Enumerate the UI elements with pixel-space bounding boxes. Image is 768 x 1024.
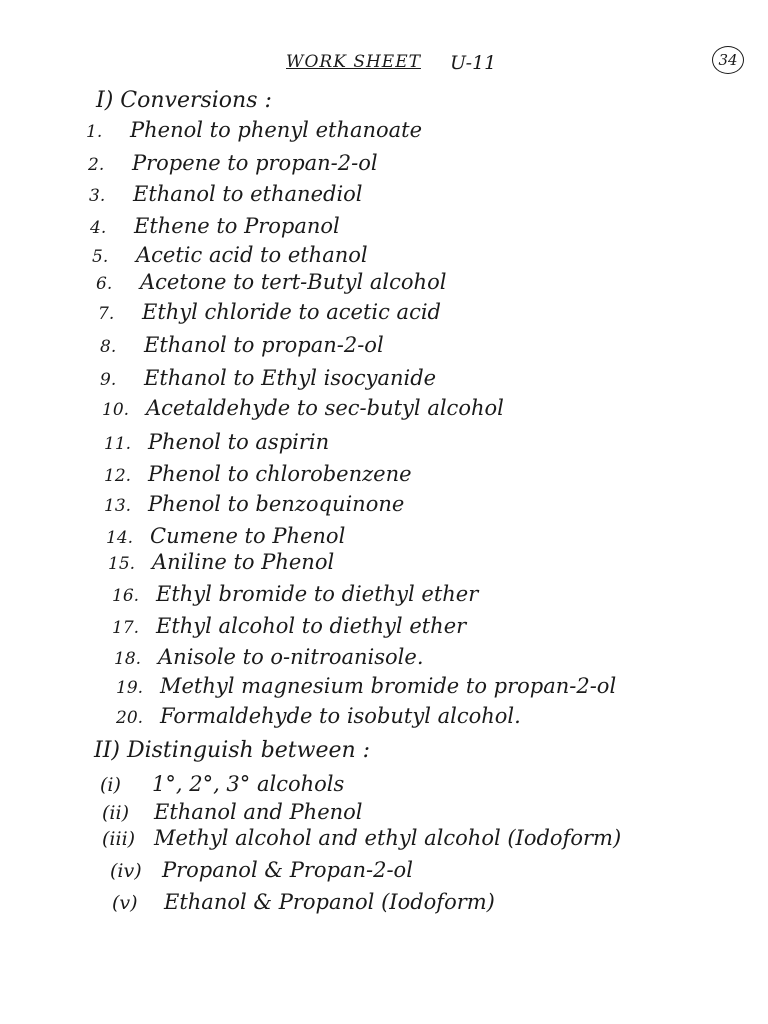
unit-label: U-11 — [450, 52, 497, 74]
page-number: 34 — [718, 51, 738, 69]
list-item: (iv) Propanol & Propan-2-ol — [110, 858, 413, 882]
list-item: 16. Ethyl bromide to diethyl ether — [112, 582, 479, 606]
list-item: 8. Ethanol to propan-2-ol — [100, 333, 384, 357]
list-item: (v) Ethanol & Propanol (Iodoform) — [112, 890, 495, 914]
list-item: 9. Ethanol to Ethyl isocyanide — [100, 366, 437, 390]
list-item: 12. Phenol to chlorobenzene — [104, 462, 412, 486]
worksheet-header — [0, 52, 768, 86]
list-item: 17. Ethyl alcohol to diethyl ether — [112, 614, 467, 638]
distinguish-heading: II) Distinguish between : — [94, 738, 371, 763]
list-item: 20. Formaldehyde to isobutyl alcohol. — [116, 704, 521, 728]
list-item: 14. Cumene to Phenol — [106, 524, 346, 548]
conversions-heading: I) Conversions : — [96, 88, 272, 113]
list-item: (ii) Ethanol and Phenol — [102, 800, 363, 824]
list-item: 19. Methyl magnesium bromide to propan-2-ol — [116, 674, 617, 698]
list-item: 3. Ethanol to ethanediol — [89, 182, 363, 206]
list-item: 7. Ethyl chloride to acetic acid — [98, 300, 441, 324]
list-item: 1. Phenol to phenyl ethanoate — [86, 118, 423, 142]
list-item: 11. Phenol to aspirin — [104, 430, 330, 454]
list-item: 15. Aniline to Phenol — [108, 550, 335, 574]
list-item: 2. Propene to propan-2-ol — [88, 151, 378, 175]
worksheet-title: WORK SHEET — [286, 52, 421, 72]
page-number-circle — [712, 46, 744, 74]
list-item: (iii) Methyl alcohol and ethyl alcohol (Iodoform) — [102, 826, 622, 850]
list-item: 4. Ethene to Propanol — [90, 214, 340, 238]
list-item: 6. Acetone to tert-Butyl alcohol — [96, 270, 447, 294]
list-item: 10. Acetaldehyde to sec-butyl alcohol — [102, 396, 504, 420]
list-item: 5. Acetic acid to ethanol — [92, 243, 368, 267]
list-item: 13. Phenol to benzoquinone — [104, 492, 405, 516]
list-item: 18. Anisole to o-nitroanisole. — [114, 645, 424, 669]
list-item: (i) 1°, 2°, 3° alcohols — [100, 772, 345, 796]
